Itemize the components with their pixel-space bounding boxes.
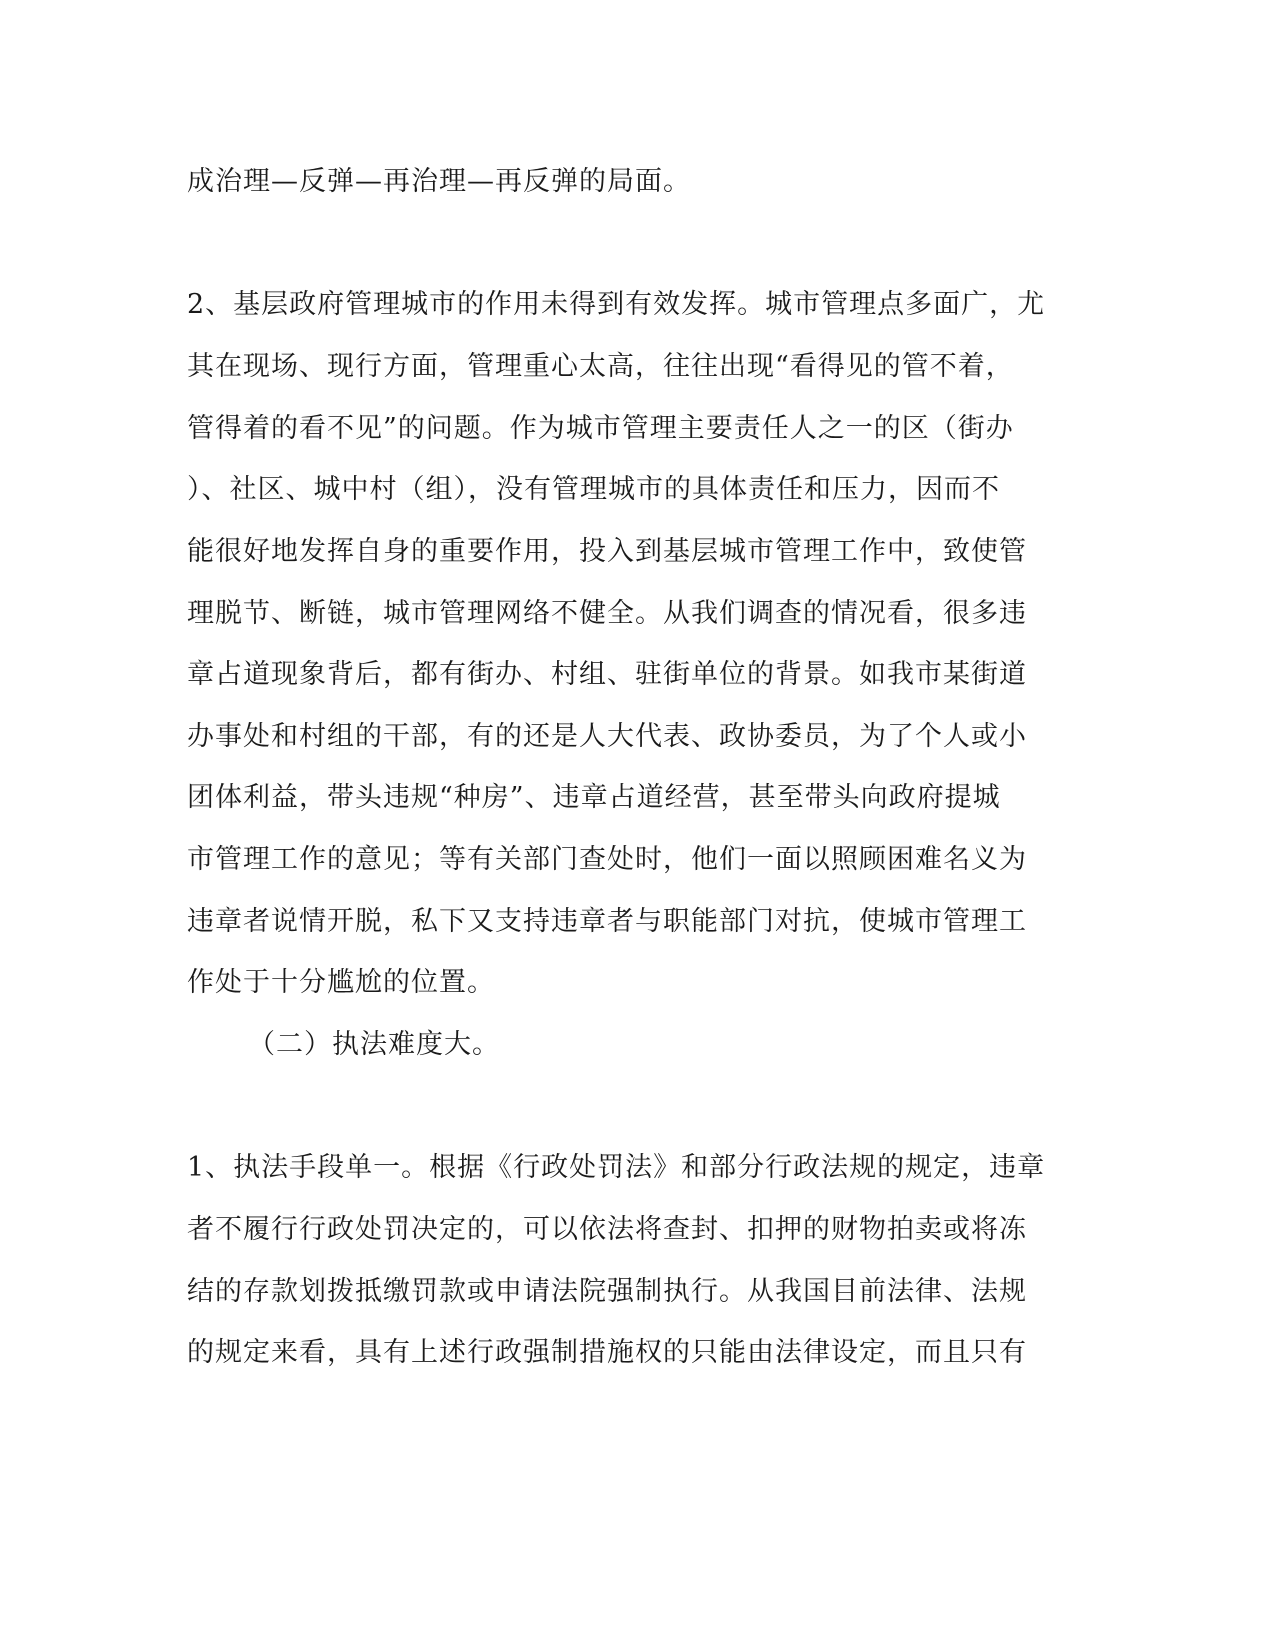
text-line: 团体利益，带头违规“种房”、违章占道经营，甚至带头向政府提城: [187, 782, 1001, 813]
text-line: 能很好地发挥自身的重要作用，投入到基层城市管理工作中，致使管: [187, 536, 1027, 567]
text-line: 者不履行行政处罚决定的，可以依法将查封、扣押的财物拍卖或将冻: [187, 1214, 1027, 1245]
text-line: 理脱节、断链，城市管理网络不健全。从我们调查的情况看，很多违: [187, 598, 1027, 629]
text-line: 作处于十分尴尬的位置。: [187, 967, 495, 998]
text-line: 1、执法手段单一。根据《行政处罚法》和部分行政法规的规定，违章: [187, 1152, 1046, 1183]
text-line: 的规定来看，具有上述行政强制措施权的只能由法律设定，而且只有: [187, 1337, 1027, 1368]
text-line: ）、社区、城中村（组），没有管理城市的具体责任和压力，因而不: [187, 474, 1000, 505]
text-line: 2、基层政府管理城市的作用未得到有效发挥。城市管理点多面广，尤: [187, 289, 1046, 320]
section-heading: （二）执法难度大。: [248, 1029, 500, 1060]
text-line: 成治理—反弹—再治理—再反弹的局面。: [187, 166, 691, 197]
text-line: 章占道现象背后，都有街办、村组、驻街单位的背景。如我市某街道: [187, 659, 1027, 690]
text-line: 办事处和村组的干部，有的还是人大代表、政协委员，为了个人或小: [187, 721, 1027, 752]
text-line: 违章者说情开脱，私下又支持违章者与职能部门对抗，使城市管理工: [187, 906, 1027, 937]
text-line: 市管理工作的意见；等有关部门查处时，他们一面以照顾困难名义为: [187, 844, 1027, 875]
text-line: 结的存款划拨抵缴罚款或申请法院强制执行。从我国目前法律、法规: [187, 1276, 1027, 1307]
text-line: 管得着的看不见”的问题。作为城市管理主要责任人之一的区（街办: [187, 413, 1014, 444]
text-line: 其在现场、现行方面，管理重心太高，往往出现“看得见的管不着，: [187, 351, 1014, 382]
